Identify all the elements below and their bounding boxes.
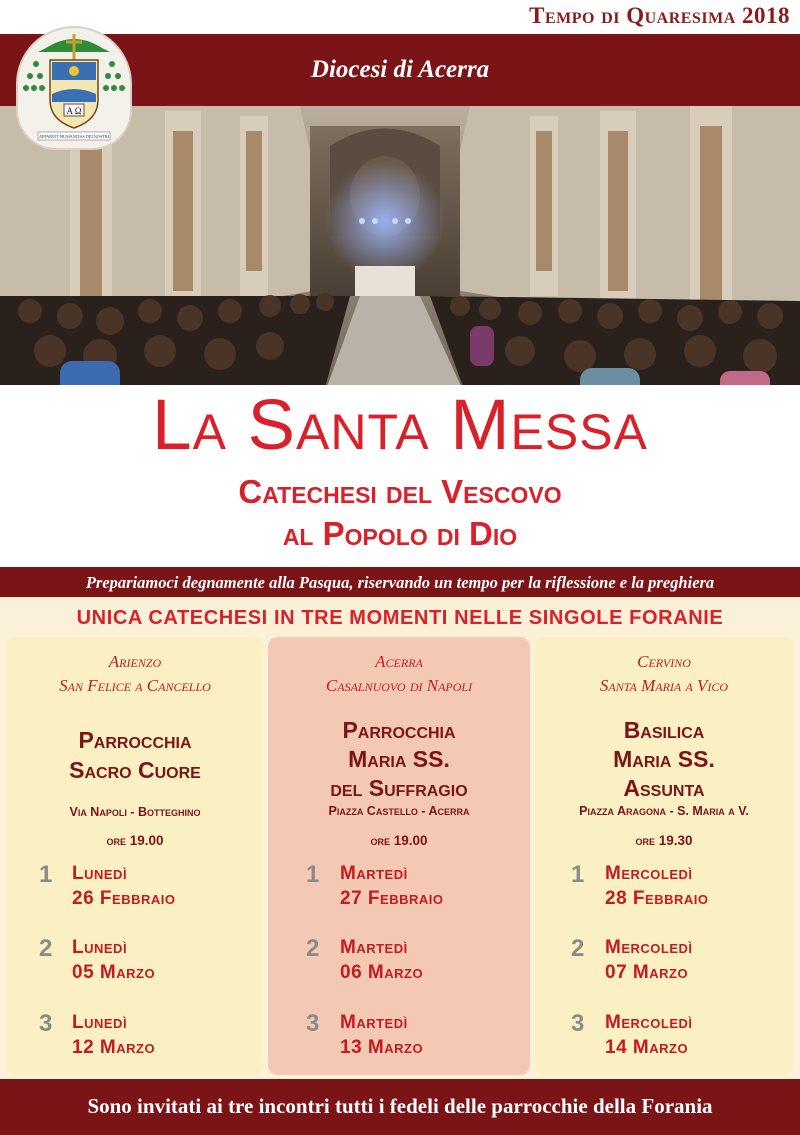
subtitle-line-1: Catechesi del Vescovo bbox=[238, 473, 562, 510]
forania-column-cervino bbox=[535, 637, 793, 1075]
church-name-line: Sacro Cuore bbox=[69, 757, 201, 783]
forania-name-secondary: Casalnuovo di Napoli bbox=[325, 676, 473, 695]
title-panel bbox=[0, 385, 800, 567]
church-interior-photo bbox=[0, 106, 800, 406]
footer-invitation: Sono invitati ai tre incontri tutti i fedeli delle parrocchie della Forania bbox=[87, 1094, 713, 1118]
meeting-date: 13 Marzo bbox=[340, 1037, 424, 1058]
meeting-date: 26 Febbraio bbox=[72, 888, 176, 909]
church-address: Piazza Aragona - S. Maria a V. bbox=[579, 804, 749, 818]
church-name-line: del Suffragio bbox=[330, 775, 468, 801]
meeting-day: Martedì bbox=[340, 863, 408, 884]
church-name-line: Parrocchia bbox=[342, 717, 456, 743]
mass-time: ore 19.00 bbox=[106, 833, 164, 848]
forania-column-acerra bbox=[268, 637, 530, 1075]
bishop-coat-of-arms-icon bbox=[16, 26, 132, 150]
mass-time: ore 19.00 bbox=[370, 833, 428, 848]
tagline: Prepariamoci degnamente alla Pasqua, riservando un tempo per la riflessione e la preghiera bbox=[85, 573, 715, 592]
church-name-line: Basilica bbox=[623, 717, 705, 743]
church-address: Via Napoli - Botteghino bbox=[69, 805, 201, 819]
meeting-number: 3 bbox=[39, 1010, 53, 1037]
meeting-date: 05 Marzo bbox=[72, 962, 156, 983]
meeting-number: 2 bbox=[571, 935, 585, 962]
svg-text:A Ω: A Ω bbox=[66, 106, 82, 116]
forania-name: Arienzo bbox=[108, 652, 162, 671]
forania-name: Cervino bbox=[637, 652, 691, 671]
main-title: La Santa Messa bbox=[152, 386, 648, 465]
church-address: Piazza Castello - Acerra bbox=[328, 804, 470, 818]
meeting-day: Mercoledì bbox=[605, 1012, 693, 1033]
forania-name-secondary: San Felice a Cancello bbox=[59, 676, 211, 695]
season-label: Tempo di Quaresima 2018 bbox=[529, 3, 790, 28]
meeting-date: 28 Febbraio bbox=[605, 888, 709, 909]
diocese-name: Diocesi di Acerra bbox=[310, 56, 490, 83]
meeting-date: 12 Marzo bbox=[72, 1037, 156, 1058]
church-name-line: Assunta bbox=[623, 775, 705, 801]
schedule-section bbox=[0, 597, 800, 1079]
meeting-number: 3 bbox=[306, 1010, 320, 1037]
meeting-date: 06 Marzo bbox=[340, 962, 424, 983]
meeting-number: 1 bbox=[571, 861, 585, 888]
meeting-number: 1 bbox=[306, 861, 320, 888]
meeting-date: 14 Marzo bbox=[605, 1037, 689, 1058]
forania-column-arienzo bbox=[7, 637, 263, 1075]
meeting-number: 2 bbox=[39, 935, 53, 962]
meeting-number: 3 bbox=[571, 1010, 585, 1037]
forania-name-secondary: Santa Maria a Vico bbox=[599, 676, 729, 695]
meeting-day: Mercoledì bbox=[605, 863, 693, 884]
meeting-day: Mercoledì bbox=[605, 937, 693, 958]
footer-band bbox=[0, 1079, 800, 1135]
section-heading: UNICA CATECHESI IN TRE MOMENTI NELLE SINGOLE FORANIE bbox=[76, 607, 724, 629]
meeting-day: Lunedì bbox=[72, 863, 128, 884]
meeting-day: Lunedì bbox=[72, 937, 128, 958]
church-name-line: Parrocchia bbox=[78, 727, 192, 753]
church-name-line: Maria SS. bbox=[613, 746, 715, 772]
crest-motto: APPARUIT HUMANITAS DEI NOSTRI bbox=[38, 134, 110, 139]
church-name-line: Maria SS. bbox=[348, 746, 450, 772]
meeting-number: 1 bbox=[39, 861, 53, 888]
meeting-day: Martedì bbox=[340, 937, 408, 958]
meeting-day: Martedì bbox=[340, 1012, 408, 1033]
forania-name: Acerra bbox=[375, 652, 423, 671]
meeting-date: 27 Febbraio bbox=[340, 888, 444, 909]
meeting-date: 07 Marzo bbox=[605, 962, 689, 983]
mass-time: ore 19.30 bbox=[635, 833, 693, 848]
meeting-day: Lunedì bbox=[72, 1012, 128, 1033]
subtitle-line-2: al Popolo di Dio bbox=[282, 515, 518, 552]
meeting-number: 2 bbox=[306, 935, 320, 962]
tagline-band bbox=[0, 567, 800, 597]
